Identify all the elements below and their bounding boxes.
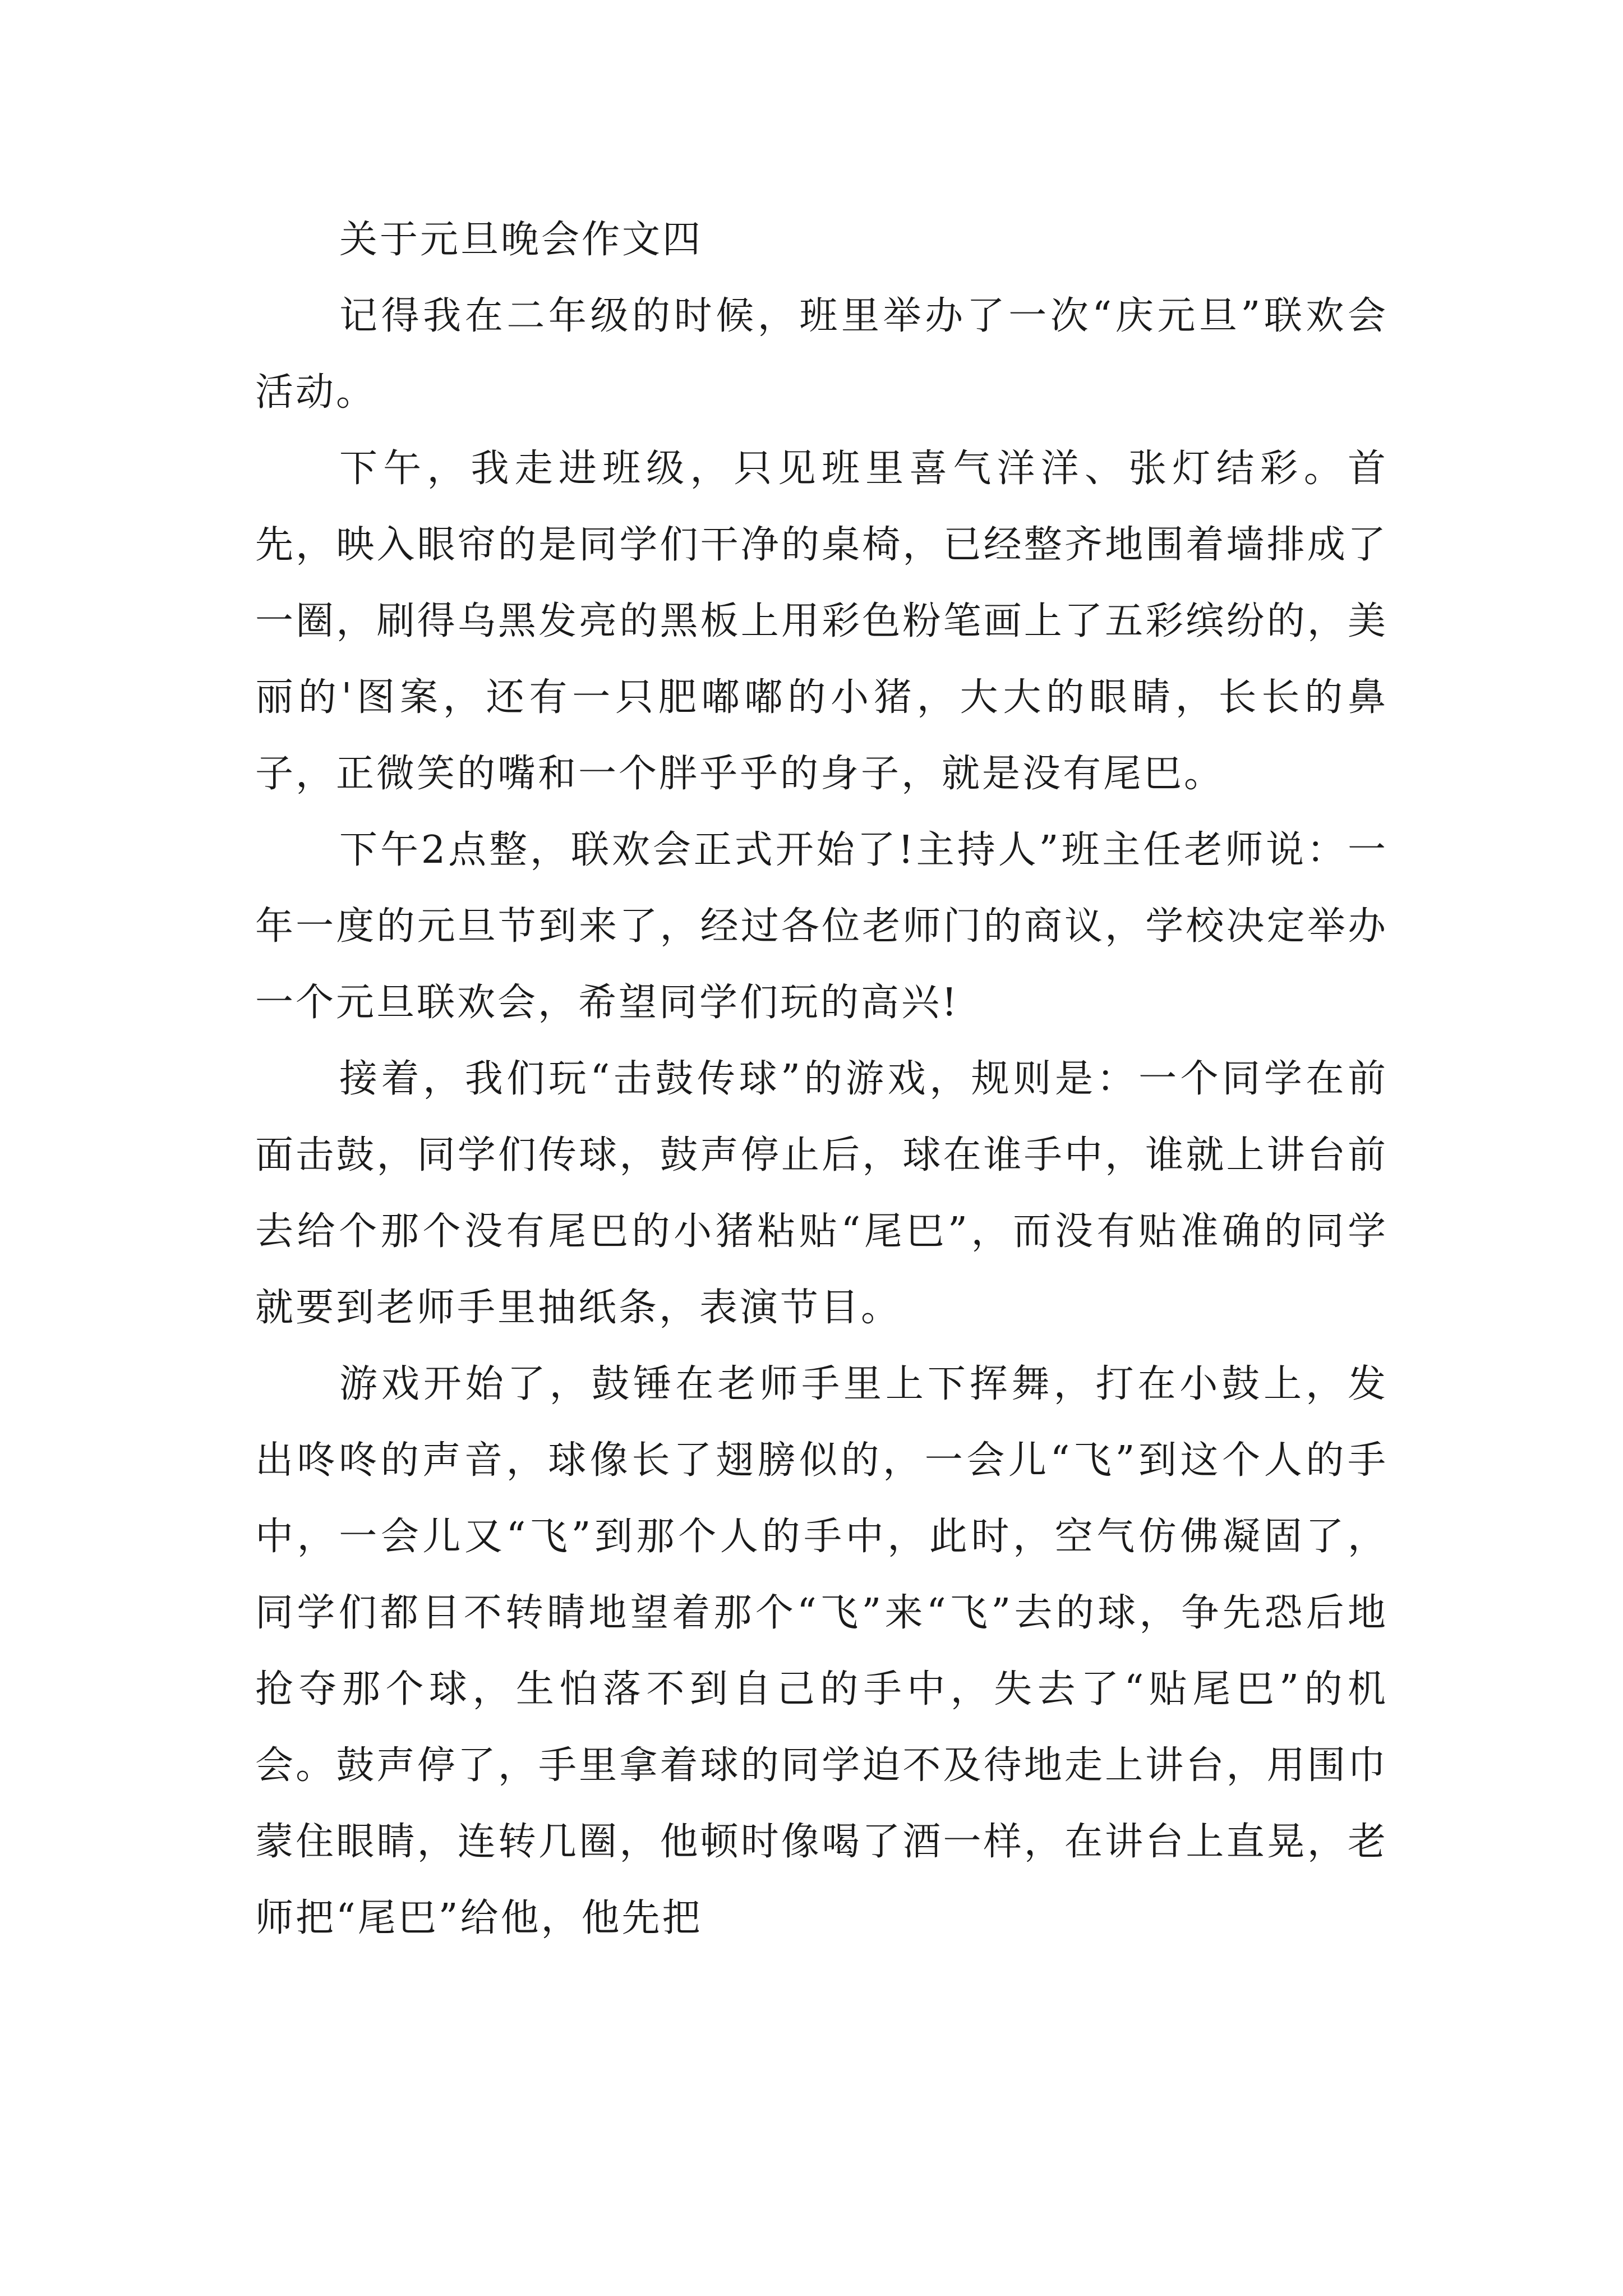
paragraph-2: 下午，我走进班级，只见班里喜气洋洋、张灯结彩。首先，映入眼帘的是同学们干净的桌椅，已经整齐地围着墙排成了一圈，刷得乌黑发亮的黑板上用彩色粉笔画上了五彩缤纷的，美丽的'图案，还有一只肥嘟嘟的小猪，大大的眼睛，长长的鼻子，正微笑的嘴和一个胖乎乎的身子，就是没有尾巴。 — [255, 447, 1388, 796]
paragraph-3: 下午2点整，联欢会正式开始了!主持人”班主任老师说：一年一度的元旦节到来了，经过各位老师门的商议，学校决定举办一个元旦联欢会，希望同学们玩的高兴! — [255, 828, 1388, 1025]
paragraph-5: 游戏开始了，鼓锤在老师手里上下挥舞，打在小鼓上，发出咚咚的声音，球像长了翅膀似的，一会儿“飞”到这个人的手中，一会儿又“飞”到那个人的手中，此时，空气仿佛凝固了，同学们都目不转睛地望着那个“飞”来“飞”去的球，争先恐后地抢夺那个球，生怕落不到自己的手中，失去了“贴尾巴”的机会。鼓声停了，手里拿着球的同学迫不及待地走上讲台，用围巾蒙住眼睛，连转几圈，他顿时像喝了酒一样，在讲台上直晃，老师把“尾巴”给他，他先把 — [255, 1362, 1388, 1940]
paragraph-4: 接着，我们玩“击鼓传球”的游戏，规则是：一个同学在前面击鼓，同学们传球，鼓声停止后，球在谁手中，谁就上讲台前去给个那个没有尾巴的小猪粘贴“尾巴”，而没有贴准确的同学就要到老师手里抽纸条，表演节目。 — [255, 1057, 1388, 1330]
document-title: 关于元旦晚会作文四 — [339, 218, 703, 262]
document-body — [255, 202, 1388, 1957]
paragraph-1: 记得我在二年级的时候，班里举办了一次“庆元旦”联欢会活动。 — [255, 294, 1388, 415]
